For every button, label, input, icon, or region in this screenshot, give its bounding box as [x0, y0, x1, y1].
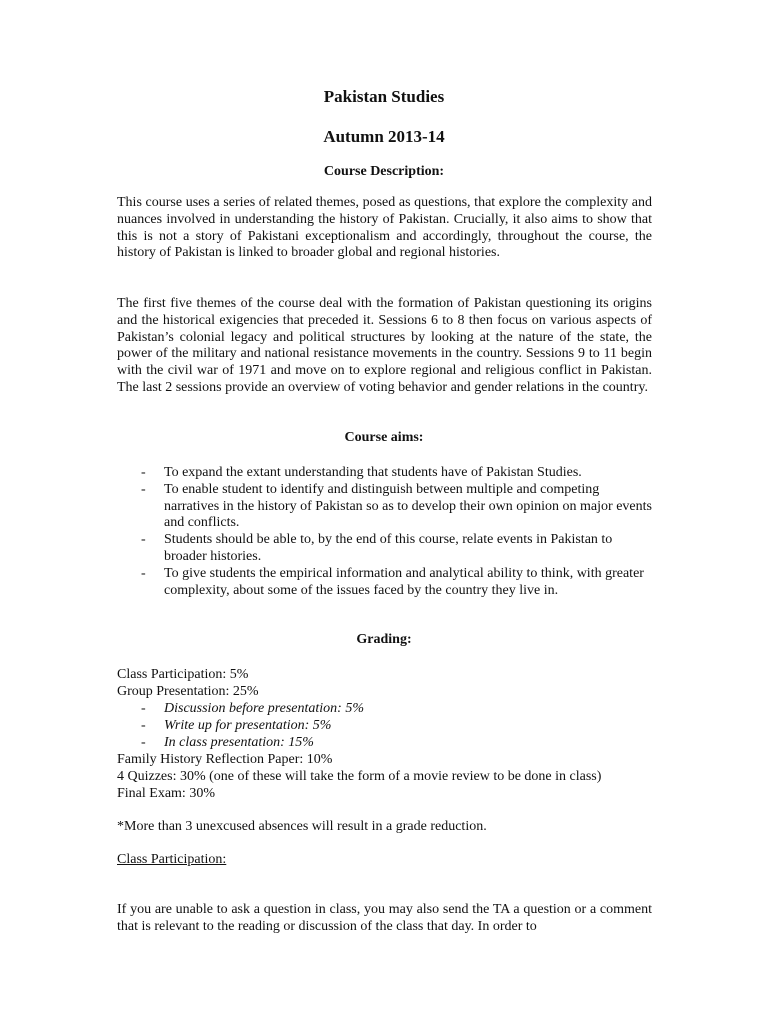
bullet-dash: -	[141, 481, 146, 497]
grade-final-exam: Final Exam: 30%	[117, 786, 215, 801]
description-paragraph: The first five themes of the course deal with the formation of Pakistan questioning its origins and the historical exigencies that preceded it. Sessions 6 to 8 then focus on various aspects of Pakistan’s colonial legacy and political structures by looking at the nature of the state, the power of the military and national resistance movements in the country. Sessions 9 to 11 begin with the civil war of 1971 and move on to explore regional and religious conflict in Pakistan. The last 2 sessions provide an overview of voting behavior and gender relations in the country.	[117, 296, 652, 395]
grading-list	[117, 666, 677, 802]
bullet-dash: -	[141, 701, 146, 716]
bullet-dash: -	[141, 735, 146, 750]
grade-subitem-text: In class presentation: 15%	[164, 735, 314, 750]
grade-group-presentation: Group Presentation: 25%	[117, 684, 259, 699]
bullet-dash: -	[141, 465, 146, 480]
bullet-dash: -	[141, 565, 146, 581]
bullet-dash: -	[141, 718, 146, 733]
grade-subitem-text: Discussion before presentation: 5%	[164, 701, 364, 716]
grade-subitem	[117, 700, 677, 717]
grade-subitem-text: Write up for presentation: 5%	[164, 718, 332, 733]
list-item	[117, 482, 657, 532]
aim-text: Students should be able to, by the end of this course, relate events in Pakistan to broader histories.	[164, 532, 613, 564]
bullet-dash: -	[141, 532, 146, 548]
grade-subitem	[117, 717, 677, 734]
aim-text: To expand the extant understanding that students have of Pakistan Studies.	[164, 465, 582, 480]
document-term: Autumn 2013-14	[323, 127, 445, 146]
grading-heading: Grading:	[356, 632, 412, 647]
document-title: Pakistan Studies	[323, 87, 445, 106]
class-participation-text: If you are unable to ask a question in class, you may also send the TA a question or a comment that is relevant to the reading or discussion of the class that day. In order to	[117, 902, 652, 934]
grade-class-participation: Class Participation: 5%	[117, 667, 249, 682]
absence-note: *More than 3 unexcused absences will result in a grade reduction.	[117, 819, 487, 834]
list-item	[117, 465, 657, 482]
grade-family-history: Family History Reflection Paper: 10%	[117, 752, 333, 767]
aim-text: To enable student to identify and distinguish between multiple and competing narratives in the history of Pakistan so as to develop their own opinion on major events and conflicts.	[164, 481, 652, 531]
course-description-heading: Course Description:	[323, 164, 445, 179]
course-aims-list	[117, 465, 657, 599]
list-item	[117, 532, 657, 566]
class-participation-heading: Class Participation:	[117, 852, 227, 867]
grade-quizzes: 4 Quizzes: 30% (one of these will take the form of a movie review to be done in class)	[117, 769, 602, 784]
description-paragraph: This course uses a series of related themes, posed as questions, that explore the complexity and nuances involved in understanding the history of Pakistan. Crucially, it also aims to show that this is not a story of Pakistani exceptionalism and accordingly, throughout the course, the history of Pakistan is linked to broader global and regional histories.	[117, 195, 652, 261]
grade-subitem	[117, 734, 677, 751]
course-aims-heading: Course aims:	[344, 430, 424, 445]
aim-text: To give students the empirical information and analytical ability to think, with greater complexity, about some of the issues faced by the country they live in.	[164, 565, 644, 598]
list-item	[117, 566, 657, 600]
